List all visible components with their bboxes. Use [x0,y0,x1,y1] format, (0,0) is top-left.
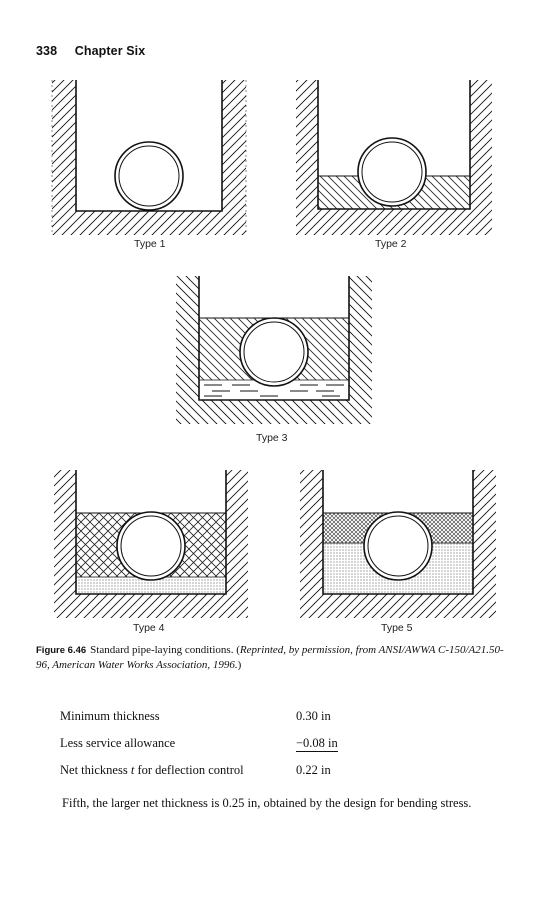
calc-label-suffix: for deflection control [134,763,244,777]
running-head [36,44,145,58]
type-1-diagram [52,80,246,235]
thickness-calculation [60,703,356,784]
type-2-diagram [296,80,492,235]
type-3-diagram [176,276,372,424]
figure-label: Figure 6.46 [36,645,87,656]
calc-row [60,703,356,730]
calc-label-prefix: Net thickness [60,763,131,777]
type-5-diagram [300,470,496,618]
type-5-label: Type 5 [381,622,413,634]
chapter-title: Chapter Six [74,44,146,58]
type-2-label: Type 2 [375,238,407,250]
type-1-label: Type 1 [134,238,166,250]
caption-end: ) [237,659,242,671]
page-number: 338 [36,44,58,58]
calc-value-text: −0.08 in [296,736,338,750]
type-3-label: Type 3 [256,432,288,444]
pipe-laying-figure [0,70,548,640]
calc-value-text: 0.30 in [296,709,331,723]
calc-value [296,703,356,730]
body-paragraph: Fifth, the larger net thickness is 0.25 in, obtained by the design for bending stress. [62,795,472,810]
figure-caption [36,643,506,673]
calc-value [296,757,356,784]
calc-row [60,757,356,784]
type-4-label: Type 4 [133,622,165,634]
caption-credit: Reprinted, by permission, from ANSI/AWWA C-150/A21.50-96, American Water Works Association, 1996. [36,644,504,671]
type-4-diagram [54,470,248,618]
calc-label [60,757,296,784]
calc-label: Minimum thickness [60,709,160,723]
calc-value-text: 0.22 in [296,763,331,777]
calc-value [296,730,356,757]
calc-row [60,730,356,757]
calc-label-variable: t [130,763,135,777]
calc-label: Less service allowance [60,736,176,750]
caption-text: Standard pipe-laying conditions. ( [90,644,240,656]
